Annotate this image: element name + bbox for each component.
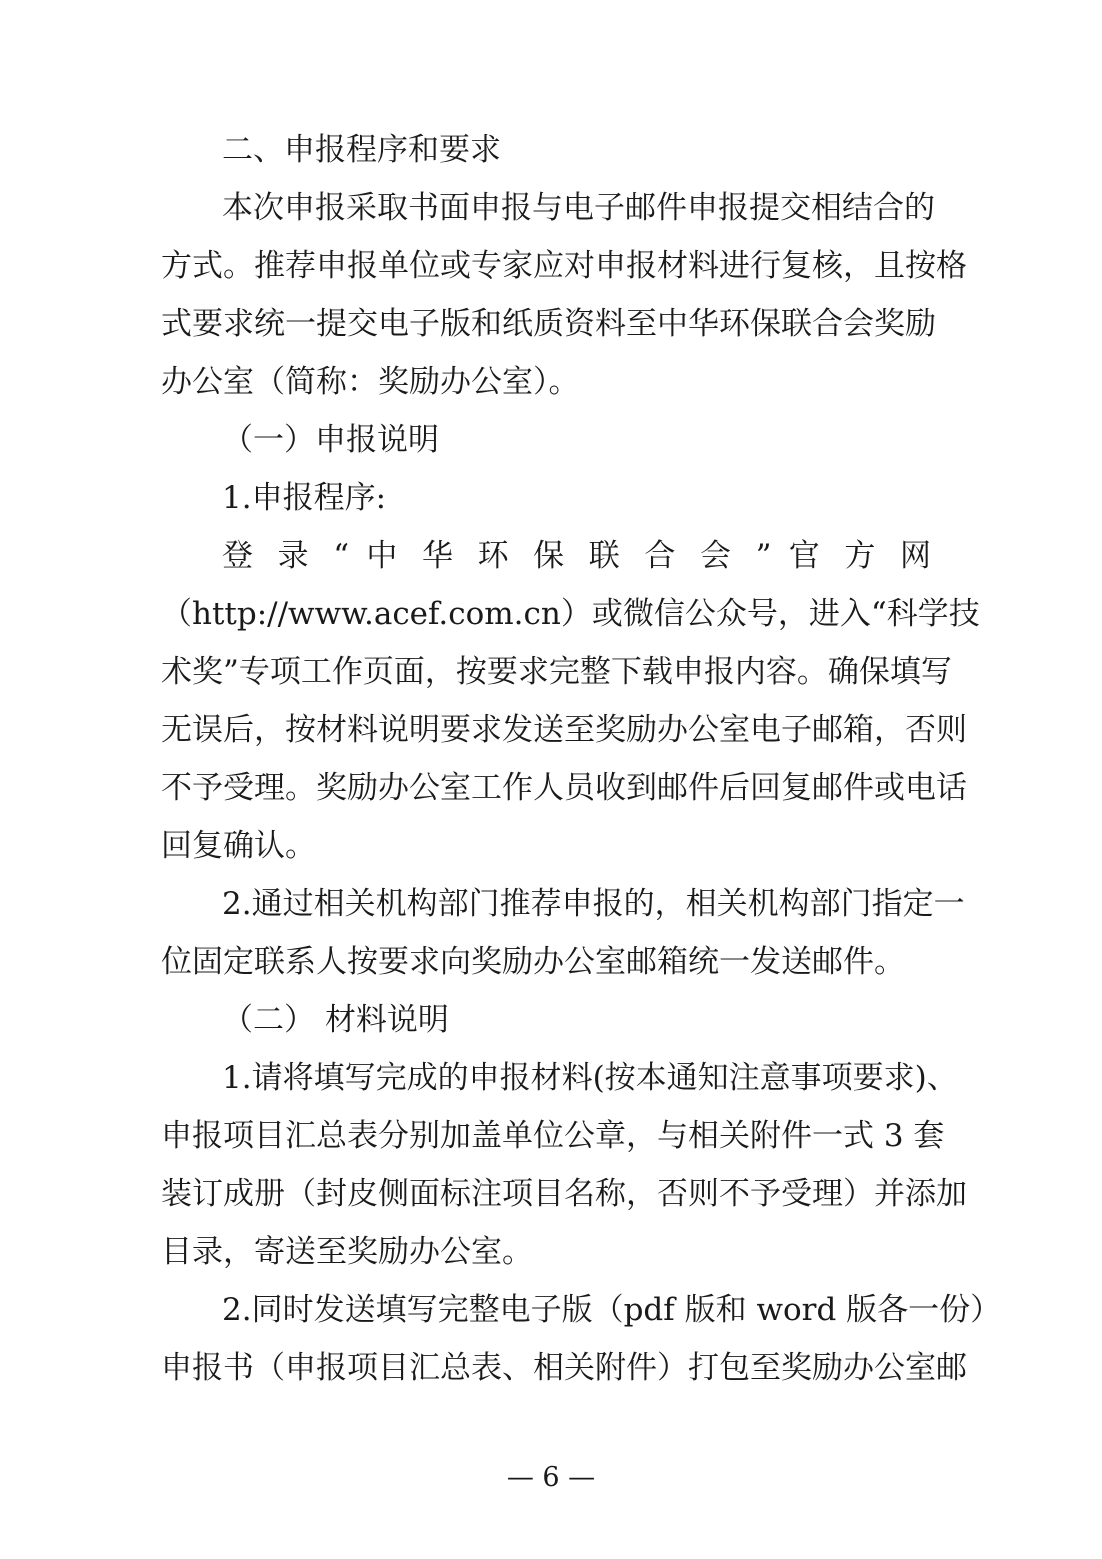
paragraph-line: 方式。推荐申报单位或专家应对申报材料进行复核，且按格	[161, 248, 967, 284]
paragraph-line: 2.同时发送填写完整电子版（pdf 版和 word 版各一份）	[222, 1292, 1002, 1328]
paragraph-line: 无误后，按材料说明要求发送至奖励办公室电子邮箱，否则	[161, 712, 967, 748]
paragraph-line: 办公室（简称：奖励办公室）。	[161, 364, 580, 400]
paragraph-line: 式要求统一提交电子版和纸质资料至中华环保联合会奖励	[161, 306, 936, 342]
paragraph-line: （http://www.acef.com.cn）或微信公众号，进入“科学技	[161, 596, 980, 632]
paragraph-line: 申报书（申报项目汇总表、相关附件）打包至奖励办公室邮	[161, 1350, 967, 1386]
subsection-heading: （一）申报说明	[222, 422, 439, 458]
section-heading: 二、申报程序和要求	[222, 132, 501, 168]
paragraph-line: 申报项目汇总表分别加盖单位公章，与相关附件一式 3 套	[161, 1118, 945, 1154]
paragraph-line: 装订成册（封皮侧面标注项目名称，否则不予受理）并添加	[161, 1176, 967, 1212]
paragraph-line: 回复确认。	[161, 828, 316, 864]
paragraph-line: 目录，寄送至奖励办公室。	[161, 1234, 533, 1270]
item-heading: 1.申报程序:	[222, 480, 387, 516]
subsection-heading: （二） 材料说明	[222, 1002, 449, 1038]
paragraph-line: 术奖”专项工作页面，按要求完整下载申报内容。确保填写	[161, 654, 952, 690]
paragraph-line: 位固定联系人按要求向奖励办公室邮箱统一发送邮件。	[161, 944, 905, 980]
paragraph-line: 登 录 “ 中 华 环 保 联 合 会 ” 官 方 网	[222, 538, 931, 574]
page-number: — 6 —	[506, 1462, 596, 1493]
paragraph-line: 1.请将填写完成的申报材料(按本通知注意事项要求)、	[222, 1060, 958, 1096]
paragraph-line: 2.通过相关机构部门推荐申报的，相关机构部门指定一	[222, 886, 965, 922]
paragraph-line: 本次申报采取书面申报与电子邮件申报提交相结合的	[222, 190, 935, 226]
paragraph-line: 不予受理。奖励办公室工作人员收到邮件后回复邮件或电话	[161, 770, 967, 806]
